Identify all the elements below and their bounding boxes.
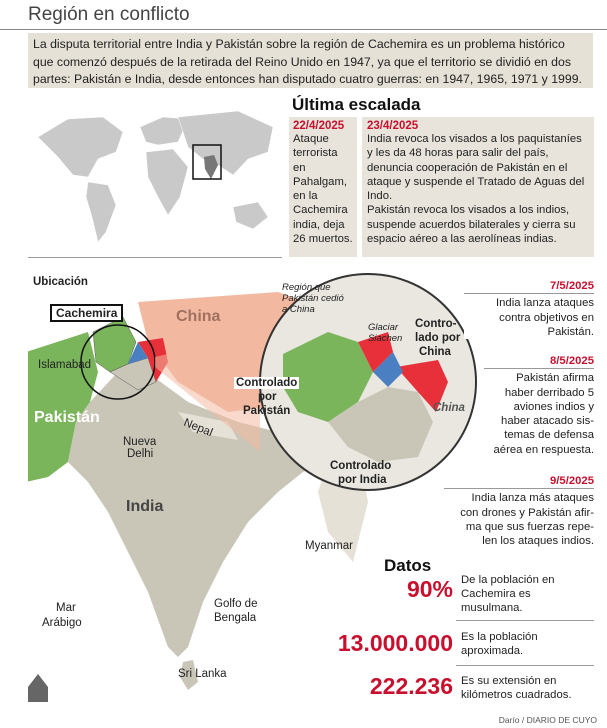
escalada-text-2a: India revoca los visados a los paquistaníes y les da 48 horas para salir del país, denuncia cooperación de Pakistán en el ataque y suspende el Tratado de Aguas del Indo.	[367, 133, 585, 203]
event-1-date: 7/5/2025	[464, 279, 594, 294]
label-china: China	[176, 308, 221, 325]
event-2-line-3: aviones indios y	[513, 400, 594, 413]
event-2-line-6: aérea en respuesta.	[493, 443, 594, 456]
label-bengala: Bengala	[214, 612, 257, 624]
escalada-date-1: 22/4/2025	[293, 120, 345, 132]
label-cachemira: Cachemira	[50, 304, 123, 322]
event-1-line-1: India lanza ataques	[496, 297, 594, 310]
inset-pak-ctrl-2: por	[258, 391, 277, 403]
dato-2-line-1: Es la población	[461, 631, 538, 643]
event-2-line-1: Pakistán afirma	[516, 372, 594, 385]
event-3	[444, 474, 594, 548]
inset-glacier-1: Glaciar	[368, 322, 399, 333]
dato-2-text	[461, 630, 538, 658]
inset-glacier-2: Siachen	[368, 333, 403, 344]
dato-3-value: 222.236	[369, 673, 453, 699]
inset-china-ctrl-1: Contro-	[415, 318, 457, 330]
event-2-line-2: haber derribado 5	[504, 386, 594, 399]
event-3-line-1: India lanza más ataques	[471, 492, 594, 505]
escalada-title: Última escalada	[292, 95, 421, 114]
inset-ceded-2: Pakistán cedió	[282, 293, 344, 304]
event-2	[484, 354, 594, 457]
label-arabigo: Arábigo	[42, 617, 82, 629]
event-2-line-4: haber atacado sis-	[501, 415, 594, 428]
label-india: India	[126, 498, 164, 515]
label-sri-lanka: Sri Lanka	[178, 668, 227, 680]
inset-china-label: China	[433, 402, 465, 414]
inset-china-ctrl-3: China	[419, 346, 451, 358]
escalada-col-1	[289, 117, 357, 257]
label-pakistan: Pakistán	[34, 409, 100, 426]
event-3-line-2: con drones y Pakistán afir-	[460, 506, 594, 519]
north-america-shape	[38, 117, 123, 177]
label-myanmar: Myanmar	[305, 540, 353, 552]
page-title: Región en conflicto	[28, 4, 190, 25]
map-section-title: Ubicación	[33, 276, 88, 288]
label-golfo: Golfo de	[214, 598, 258, 610]
event-1-line-3: Pakistán.	[547, 325, 594, 338]
escalada-text-1: Ataque terrorista en Pahalgam, en la Cachemira india, deja 26 muertos.	[293, 133, 353, 246]
world-locator-map	[28, 97, 282, 258]
datos-title: Datos	[384, 556, 432, 575]
label-islamabad: Islamabad	[38, 359, 92, 371]
event-2-date: 8/5/2025	[484, 354, 594, 369]
inset-ceded-3: a China	[282, 304, 315, 315]
australia-shape	[233, 202, 268, 229]
escalada-col-2	[362, 117, 594, 257]
inset-ceded-1: Región que	[282, 282, 331, 293]
intro-text: La disputa territorial entre India y Pakistán sobre la región de Cachemira es un problema histórico que comenzó después de la retirada del Reino Unido en 1947, ya que el territorio se dividió en dos partes: Pakistán e India, desde entonces han disputado cuatro guerras: en 1947, 1965, 1971 y 1999.	[28, 33, 593, 88]
dato-3-line-1: Es su extensión en	[461, 675, 557, 687]
south-america-shape	[86, 182, 116, 242]
africa-shape	[146, 149, 188, 215]
event-2-line-5: temas de defensa	[504, 429, 594, 442]
dato-1-line-1: De la población en	[461, 574, 555, 586]
label-nepal: Nepal	[181, 416, 215, 440]
dato-1-value: 90%	[406, 576, 453, 602]
title-divider	[0, 29, 607, 30]
label-nueva: Nueva	[123, 436, 157, 448]
credit-text: Darío / DIARIO DE CUYO	[498, 715, 597, 725]
escalada-date-2: 23/4/2025	[367, 120, 419, 132]
event-1	[464, 279, 594, 339]
dato-divider-1	[456, 620, 594, 621]
label-mar: Mar	[56, 602, 76, 614]
dato-3-text	[461, 674, 572, 702]
dato-1-line-3: musulmana.	[461, 602, 523, 614]
dato-2-value: 13.000.000	[337, 630, 453, 656]
inset-pak-ctrl-3: Pakistán	[243, 405, 291, 417]
inset-china-ctrl-2: lado por	[415, 332, 461, 344]
inset-pak-ctrl-1: Controlado	[236, 377, 298, 389]
event-3-date: 9/5/2025	[444, 474, 594, 489]
inset-ind-ctrl-2: por India	[338, 474, 387, 486]
dato-3-line-2: kilómetros cuadrados.	[461, 689, 572, 701]
dato-1-line-2: Cachemira es	[461, 588, 531, 600]
label-delhi: Delhi	[127, 448, 154, 460]
event-3-line-3: ma que sus fuerzas repe-	[465, 520, 594, 533]
inset-ind-ctrl-1: Controlado	[330, 460, 392, 472]
dato-divider-2	[456, 665, 594, 666]
escalada-text-2b: Pakistán revoca los visados a los indios, suspende acuerdos bilaterales y cierra su espacio aéreo a las aerolíneas indias.	[367, 204, 576, 246]
event-3-line-4: len los ataques indios.	[482, 535, 594, 548]
dato-1-text	[461, 573, 555, 615]
dato-2-line-2: aproximada.	[461, 645, 524, 657]
event-1-line-2: contra objetivos en	[499, 311, 594, 324]
